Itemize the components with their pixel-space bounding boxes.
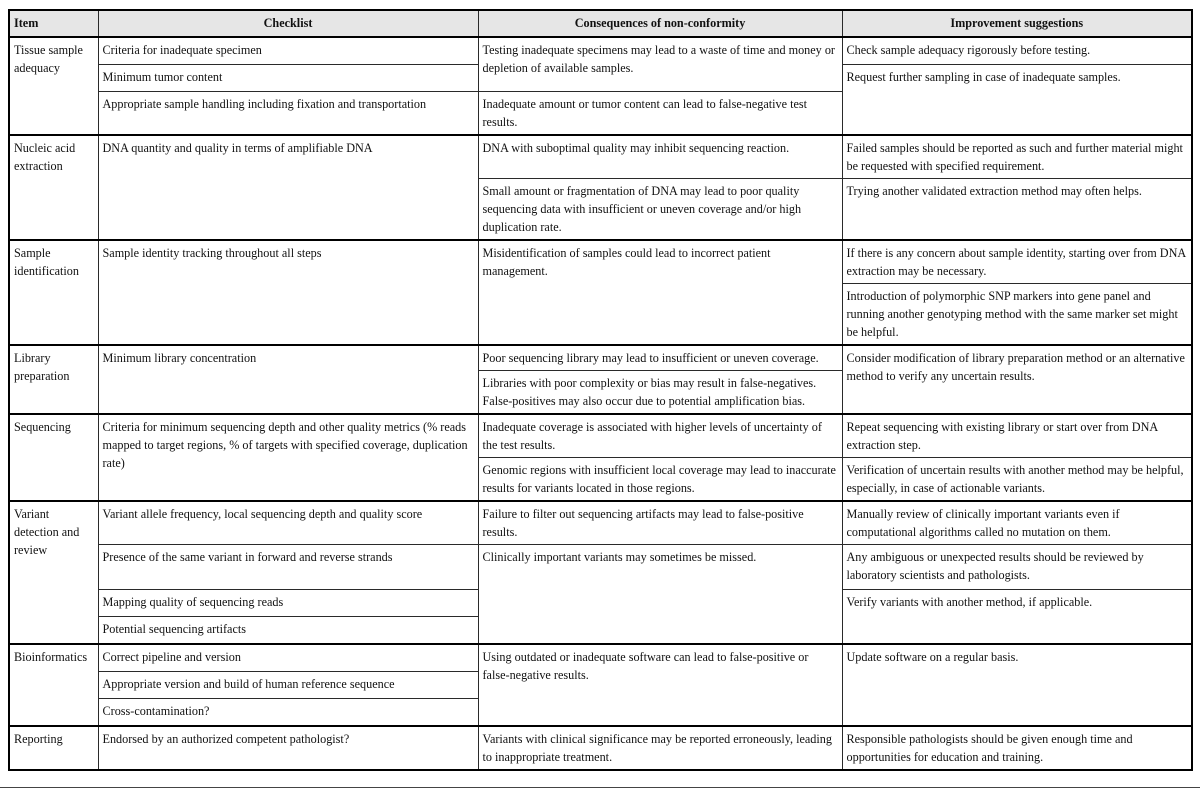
table-row <box>9 135 1192 179</box>
table-row <box>9 726 1192 770</box>
bottom-rule <box>0 787 1200 788</box>
header-consequences: Consequences of non-conformity <box>478 10 842 37</box>
improvement-cell: Consider modification of library preparation method or an alternative method to verify any uncertain results. <box>842 345 1192 414</box>
item-cell: Tissue sample adequacy <box>9 37 98 135</box>
improvement-cell: Manually review of clinically important variants even if computational algorithms called no mutation on them. <box>842 501 1192 545</box>
item-cell: Sample identification <box>9 240 98 345</box>
consequence-cell: Variants with clinical significance may be reported erroneously, leading to inappropriate treatment. <box>478 726 842 770</box>
consequence-cell: Inadequate amount or tumor content can lead to false-negative test results. <box>478 92 842 136</box>
table-row <box>9 37 1192 65</box>
table-row <box>9 240 1192 284</box>
item-cell: Variant detection and review <box>9 501 98 644</box>
table-row <box>9 545 1192 590</box>
improvement-cell: Introduction of polymorphic SNP markers into gene panel and running another genotyping method with the same marker set might be helpful. <box>842 284 1192 346</box>
qc-checklist-table-wrapper <box>8 9 1193 771</box>
improvement-cell: Repeat sequencing with existing library or start over from DNA extraction step. <box>842 414 1192 458</box>
header-row <box>9 10 1192 37</box>
improvement-cell: Failed samples should be reported as such and further material might be requested with specified requirement. <box>842 135 1192 179</box>
checklist-cell: Potential sequencing artifacts <box>98 617 478 645</box>
table-row <box>9 644 1192 672</box>
checklist-cell: Presence of the same variant in forward and reverse strands <box>98 545 478 590</box>
item-cell: Nucleic acid extraction <box>9 135 98 240</box>
consequence-cell: Small amount or fragmentation of DNA may lead to poor quality sequencing data with insufficient or uneven coverage and/or high duplication rate. <box>478 179 842 241</box>
consequence-cell: Libraries with poor complexity or bias may result in false-negatives. False-positives may also occur due to potential amplification bias. <box>478 371 842 415</box>
consequence-cell: Misidentification of samples could lead to incorrect patient management. <box>478 240 842 345</box>
header-item: Item <box>9 10 98 37</box>
checklist-cell: Appropriate sample handling including fixation and transportation <box>98 92 478 136</box>
improvement-cell: Verification of uncertain results with another method may be helpful, especially, in case of actionable variants. <box>842 458 1192 502</box>
item-cell: Bioinformatics <box>9 644 98 726</box>
improvement-cell: Check sample adequacy rigorously before testing. <box>842 37 1192 65</box>
consequence-cell: DNA with suboptimal quality may inhibit sequencing reaction. <box>478 135 842 179</box>
table-row <box>9 501 1192 545</box>
header-checklist: Checklist <box>98 10 478 37</box>
checklist-cell: Mapping quality of sequencing reads <box>98 590 478 617</box>
table-row <box>9 345 1192 371</box>
consequence-cell: Inadequate coverage is associated with higher levels of uncertainty of the test results. <box>478 414 842 458</box>
header-improvement: Improvement suggestions <box>842 10 1192 37</box>
table-row <box>9 414 1192 458</box>
improvement-cell: If there is any concern about sample identity, starting over from DNA extraction may be necessary. <box>842 240 1192 284</box>
item-cell: Library preparation <box>9 345 98 414</box>
checklist-cell: Cross-contamination? <box>98 699 478 727</box>
improvement-cell: Verify variants with another method, if applicable. <box>842 590 1192 645</box>
item-cell: Reporting <box>9 726 98 770</box>
checklist-cell: Criteria for minimum sequencing depth and other quality metrics (% reads mapped to target regions, % of targets with specified coverage, duplication rate) <box>98 414 478 501</box>
checklist-cell: Sample identity tracking throughout all steps <box>98 240 478 345</box>
improvement-cell: Any ambiguous or unexpected results should be reviewed by laboratory scientists and pathologists. <box>842 545 1192 590</box>
checklist-cell: Variant allele frequency, local sequencing depth and quality score <box>98 501 478 545</box>
checklist-cell: DNA quantity and quality in terms of amplifiable DNA <box>98 135 478 240</box>
checklist-cell: Criteria for inadequate specimen <box>98 37 478 65</box>
checklist-cell: Endorsed by an authorized competent pathologist? <box>98 726 478 770</box>
consequence-cell: Failure to filter out sequencing artifacts may lead to false-positive results. <box>478 501 842 545</box>
item-cell: Sequencing <box>9 414 98 501</box>
improvement-cell: Update software on a regular basis. <box>842 644 1192 726</box>
checklist-cell: Minimum library concentration <box>98 345 478 414</box>
consequence-cell: Clinically important variants may sometimes be missed. <box>478 545 842 645</box>
consequence-cell: Genomic regions with insufficient local coverage may lead to inaccurate results for variants located in those regions. <box>478 458 842 502</box>
checklist-cell: Minimum tumor content <box>98 65 478 92</box>
consequence-cell: Testing inadequate specimens may lead to a waste of time and money or depletion of available samples. <box>478 37 842 92</box>
checklist-cell: Correct pipeline and version <box>98 644 478 672</box>
improvement-cell: Request further sampling in case of inadequate samples. <box>842 65 1192 136</box>
qc-checklist-table <box>8 9 1193 771</box>
consequence-cell: Using outdated or inadequate software can lead to false-positive or false-negative results. <box>478 644 842 726</box>
consequence-cell: Poor sequencing library may lead to insufficient or uneven coverage. <box>478 345 842 371</box>
checklist-cell: Appropriate version and build of human reference sequence <box>98 672 478 699</box>
improvement-cell: Responsible pathologists should be given enough time and opportunities for education and training. <box>842 726 1192 770</box>
improvement-cell: Trying another validated extraction method may often helps. <box>842 179 1192 241</box>
